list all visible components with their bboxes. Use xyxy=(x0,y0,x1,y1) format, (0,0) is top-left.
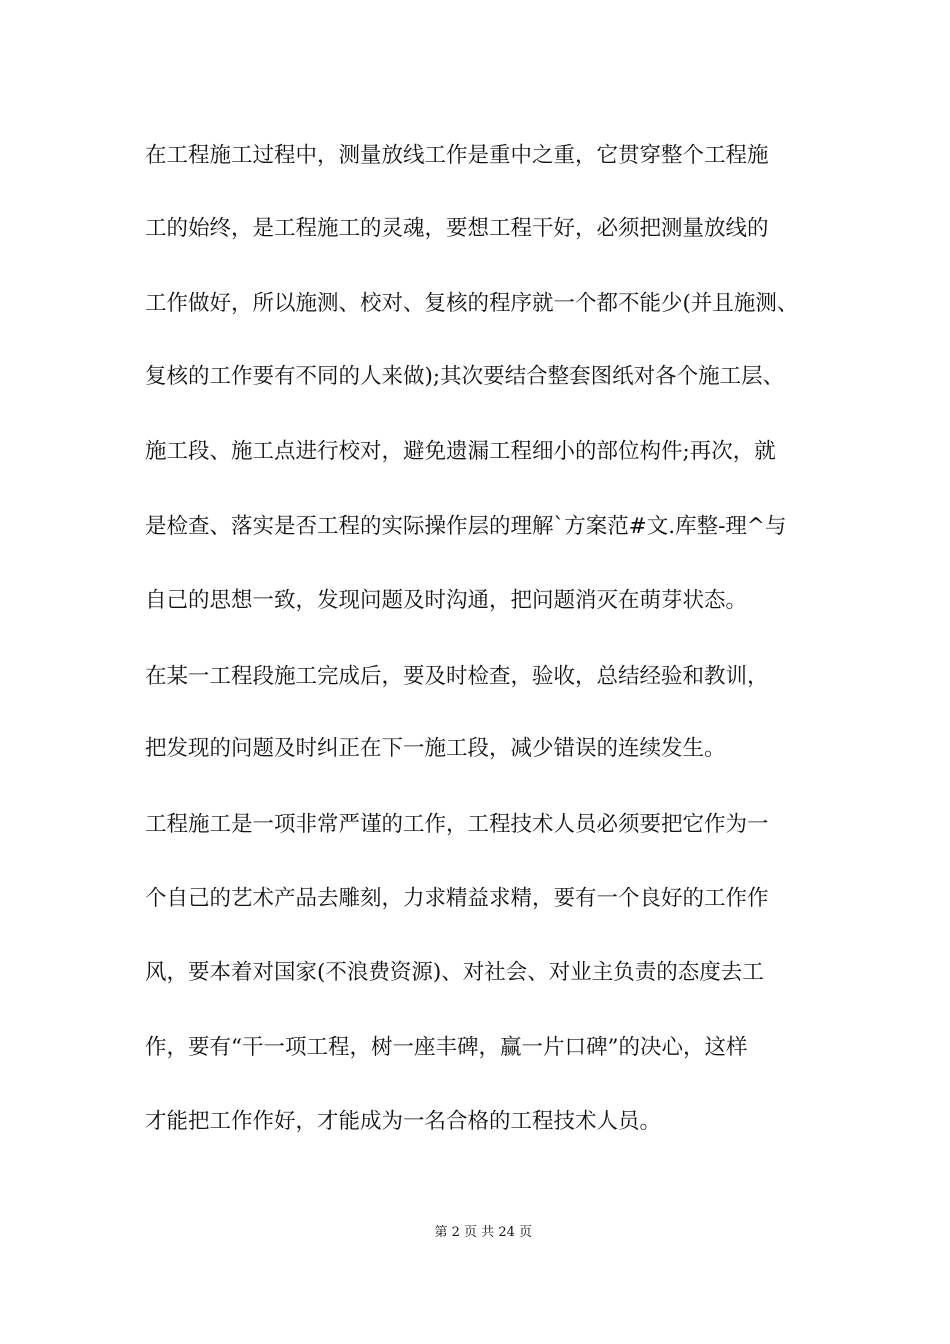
body-text-line: 工的始终，是工程施工的灵魂，要想工程干好，必须把测量放线的 xyxy=(145,216,769,241)
body-text-line: 复核的工作要有不同的人来做);其次要结合整套图纸对各个施工层、 xyxy=(145,364,785,389)
body-text-line: 在某一工程段施工完成后，要及时检查，验收，总结经验和教训， xyxy=(145,664,769,689)
page-number-text: 第 2 页 共 24 页 xyxy=(434,1225,532,1240)
body-text-line: 自己的思想一致，发现问题及时沟通，把问题消灭在萌芽状态。 xyxy=(145,588,748,613)
page-number-footer xyxy=(0,1206,950,1260)
body-text-line: 个自己的艺术产品去雕刻，力求精益求精，要有一个良好的工作作 xyxy=(145,886,769,911)
body-text-line: 是检查、落实是否工程的实际操作层的理解`方案范#文.库整-理^与 xyxy=(145,514,787,539)
body-text-line: 在工程施工过程中，测量放线工作是重中之重，它贯穿整个工程施 xyxy=(145,143,769,168)
body-text-line: 施工段、施工点进行校对，避免遗漏工程细小的部位构件;再次，就 xyxy=(145,439,776,464)
body-text-line: 才能把工作作好，才能成为一名合格的工程技术人员。 xyxy=(145,1109,662,1134)
body-text-line: 风，要本着对国家(不浪费资源)、对社会、对业主负责的态度去工 xyxy=(145,960,764,985)
body-text-line: 把发现的问题及时纠正在下一施工段，减少错误的连续发生。 xyxy=(145,736,726,761)
body-text-line: 作，要有“干一项工程，树一座丰碑，赢一片口碑”的决心，这样 xyxy=(145,1035,748,1060)
body-text-line: 工程施工是一项非常严谨的工作，工程技术人员必须要把它作为一 xyxy=(145,812,769,837)
body-text-line: 工作做好，所以施测、校对、复核的程序就一个都不能少(并且施测、 xyxy=(145,291,799,316)
